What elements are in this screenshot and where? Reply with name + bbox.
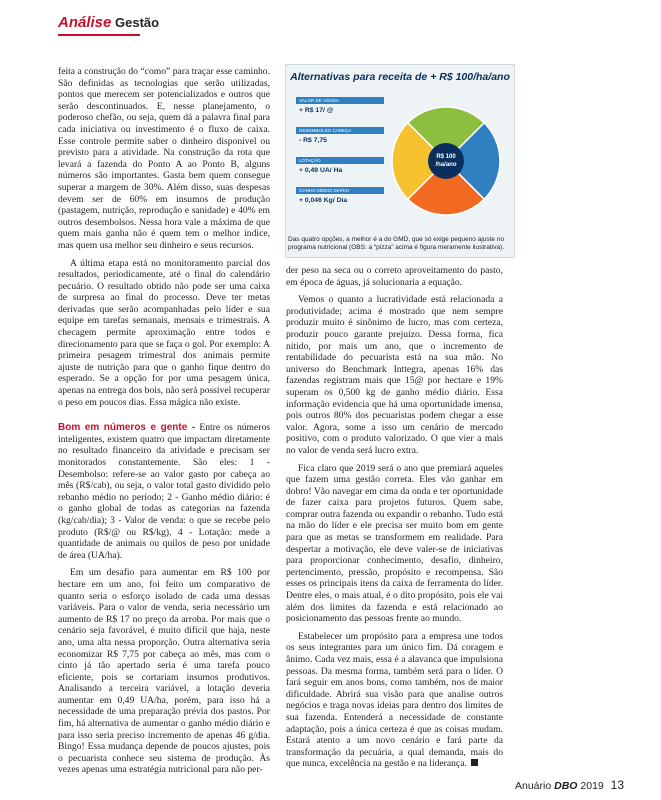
brand-name: DBO: [554, 780, 578, 792]
publication-name: Anuário: [515, 780, 552, 792]
legend-item: [296, 187, 384, 204]
legend-value: - R$ 7,75: [299, 137, 327, 144]
legend-label: LOTAÇÃO: [296, 157, 384, 164]
legend-label: VALOR DE VENDA: [296, 97, 384, 104]
chart-caption: Das quatro opções, a melhor é a do GMD, que só exige pequeno ajuste no programa nutricional (OBS: a “pizza” acima é figura meramente ilustrativa).: [288, 236, 505, 251]
legend-item: [296, 127, 384, 144]
legend-label: DESEMBOLSO CABEÇA: [296, 127, 384, 134]
publication-year: 2019: [580, 780, 604, 792]
chart-figure: [285, 64, 515, 258]
legend-item: [296, 157, 384, 174]
legend-item: [296, 97, 384, 114]
legend-value: + 0,046 Kg/ Dia: [299, 197, 348, 204]
paragraph-text: Estabelecer um propósito para a empresa une todos os seus integrantes para um único fim. Dá coragem e ânimo. Cada vez mais, essa é a alavanca que impulsiona pessoas. Da mesma forma, também será para o líder. O fará seguir em anos bons, como também, nos de maior dificuldade. Abrirá sua visão para que analise outros negócios e traga novas ideias para dentro dos limites de sua fazenda. Entenderá a necessidade de constante adaptação, pois a única certeza é que as coisas mudam. Estará atento a um novo cenário e fará parte da transformação da pecuária, a qual demanda, mais do que nunca, excelência na gestão e na liderança.: [286, 630, 503, 770]
pie-center-unit: /ha/ano: [435, 162, 457, 168]
subheading: Bom em números e gente -: [58, 422, 196, 434]
paragraph: Vemos o quanto a lucratividade está relacionada a produtividade; acima é mostrado que nem sempre produzir muito é sinônimo de lucro, mas com certeza, produzir pouco garante prejuízo. Dessa forma, fica nítido, por mais um ano, que o incremento de rentabilidade do pecuarista está na sua mão. No universo do Benchmark Inttegra, apenas 16% das fazendas registram mais que 15@ por hectare e 19% superam os 0,500 kg de ganho médio diário. Essa informação evidencia que há uma oportunidade imensa, pois outros 80% dos pecuaristas podem chegar a esse valor. Agora, some a isso um cenário de mercado positivo, com o produto valorizado. O que vier a mais no valor de venda será lucro extra.: [286, 294, 503, 456]
legend-value: + 0,49 UA/ Ha: [299, 167, 343, 174]
pie-center-value: R$ 100: [436, 154, 456, 160]
chart-title: Alternativas para receita de + R$ 100/ha/ano: [290, 71, 510, 83]
right-column: [286, 265, 503, 770]
paragraph: Fica claro que 2019 será o ano que premiará aqueles que fazem uma gestão correta. Eles vão ganhar em dobro! Vão navegar em cima da onda e ter oportunidade de fazer caixa para projetos futuros. Quem sabe, comprar outra fazenda ou expandir o rebanho. Tudo está na mão do líder e ele precisa ser muito bom em gente para que as metas se transformem em realidade. Para despertar a motivação, ele deve valer-se de iniciativas para proporcionar conhecimento, desafio, dinheiro, pertencimento, pressão, propósito e recompensa. São esses os principais itens da caixa de ferramenta do líder. Dentre eles, o mais atual, é o dito propósito, pois ele vai além dos limites da fazenda e está relacionado ao posicionamento das pessoas frente ao mundo.: [286, 462, 503, 625]
paragraph-text: Entre os números inteligentes, existem quatro que impactam diretamente no resultado financeiro da atividade e precisam ser monitorados constantemente. São eles: 1 - Desembolso: refere-se ao valor gasto por cabeça ao mês (R$/cab), ou seja, o valor total gasto dividido pelo rebanho médio no período; 2 - Ganho médio diário: é o ganho global de todas as categorias na fazenda (kg/cab/dia); 3 - Valor de venda: o que se recebe pelo produto (R$/@ ou R$/kg), 4 - Lotação: mede a quantidade de animais ou quilos de peso por unidade de área (UA/ha).: [58, 422, 270, 561]
page-number: 13: [610, 778, 625, 792]
paragraph: A última etapa está no monitoramento parcial dos resultados, periodicamente, até o final do calendário pecuário. O resultado obtido não pode ser uma caixa de surpresa ao final do processo. Deve ter metas derivadas que serão acompanhadas pelo líder e sua equipe em tarefas semanais, mensais e trimestrais. A checagem permite aproximação entre todos e direcionamento para que se faça o gol. Por exemplo: A primeira pesagem trimestral dos animais permite ajuste de nutrição para que o ganho fique dentro do esperado. Se a opção for por uma pesagem única, apenas na entrega dos bois, não será possível recuperar o peso em poucos dias. Essa mágica não existe.: [58, 257, 270, 408]
end-mark: [471, 759, 478, 766]
pie-center-label: [427, 153, 465, 169]
paragraph: Em um desafio para aumentar em R$ 100 por hectare em um ano, foi feito um comparativo de quanto seria o esforço isolado de cada uma dessas variáveis. Para o valor de venda, seria necessário um aumento de R$ 17 no preço da arroba. Por mais que o cenário seja favorável, é muito difícil que haja, neste ano, uma alta nessa proporção. Outra alternativa seria economizar R$ 7,75 por cabeça ao mês, mas com o cinto já tão apertado seria é uma tarefa pouco eficiente, pois se cortariam insumos produtivos. Analisando a terceira variável, a lotação deveria aumentar em 0,49 UA/ha, porém, para isso há a necessidade de uma preparação prévia dos pastos. Por fim, há alternativa de aumentar o ganho médio diário e para isso seria preciso incremento de apenas 46 g/dia. Bingo! Essa mudança depende de poucos ajustes, pois o pecuarista conhece seu sistema de produção. Às vezes apenas uma estratégia nutricional para não per-: [58, 567, 270, 776]
section-label: Análise: [58, 14, 112, 31]
paragraph: feita a construção do “como” para traçar esse caminho. São definidas as tecnologias que serão utilizadas, pontos que merecem ser potencializados e outros que serão descontinuados. E, nesse planejamento, o poderoso chefão, ou seja, quem dá a palavra final para cada iniciativa ou investimento é o fluxo de caixa. Esse controle permite saber o dinheiro disponível ou previsto para a atividade. Na construção da rota que levará a fazenda do Ponto A ao Ponto B, alguns números são importantes. Gasta bem quem consegue superar a margem de 30%. Além disso, suas despesas devem ser de 60% em insumos de produção (pastagem, nutrição, reprodução e sanidade) e 40% em outros desembolsos. Nessa hora vale a máxima de que quem mais ganha não é quem tem o melhor índice, mas quem usa melhor seu dinheiro e seus recursos.: [58, 66, 270, 251]
header-rule: [58, 34, 140, 36]
legend-value: + R$ 17/ @: [299, 107, 334, 114]
left-column: [58, 66, 270, 776]
page-footer: [515, 778, 624, 792]
paragraph: [286, 631, 503, 770]
paragraph: der peso na seca ou o correto aproveitamento do pasto, em época de águas, já solucionaria a equação.: [286, 265, 503, 288]
legend-label: GANHO MÉDIO DIÁRIO: [296, 187, 384, 194]
paragraph-with-lead: [58, 422, 270, 561]
subsection-label: Gestão: [115, 15, 160, 30]
